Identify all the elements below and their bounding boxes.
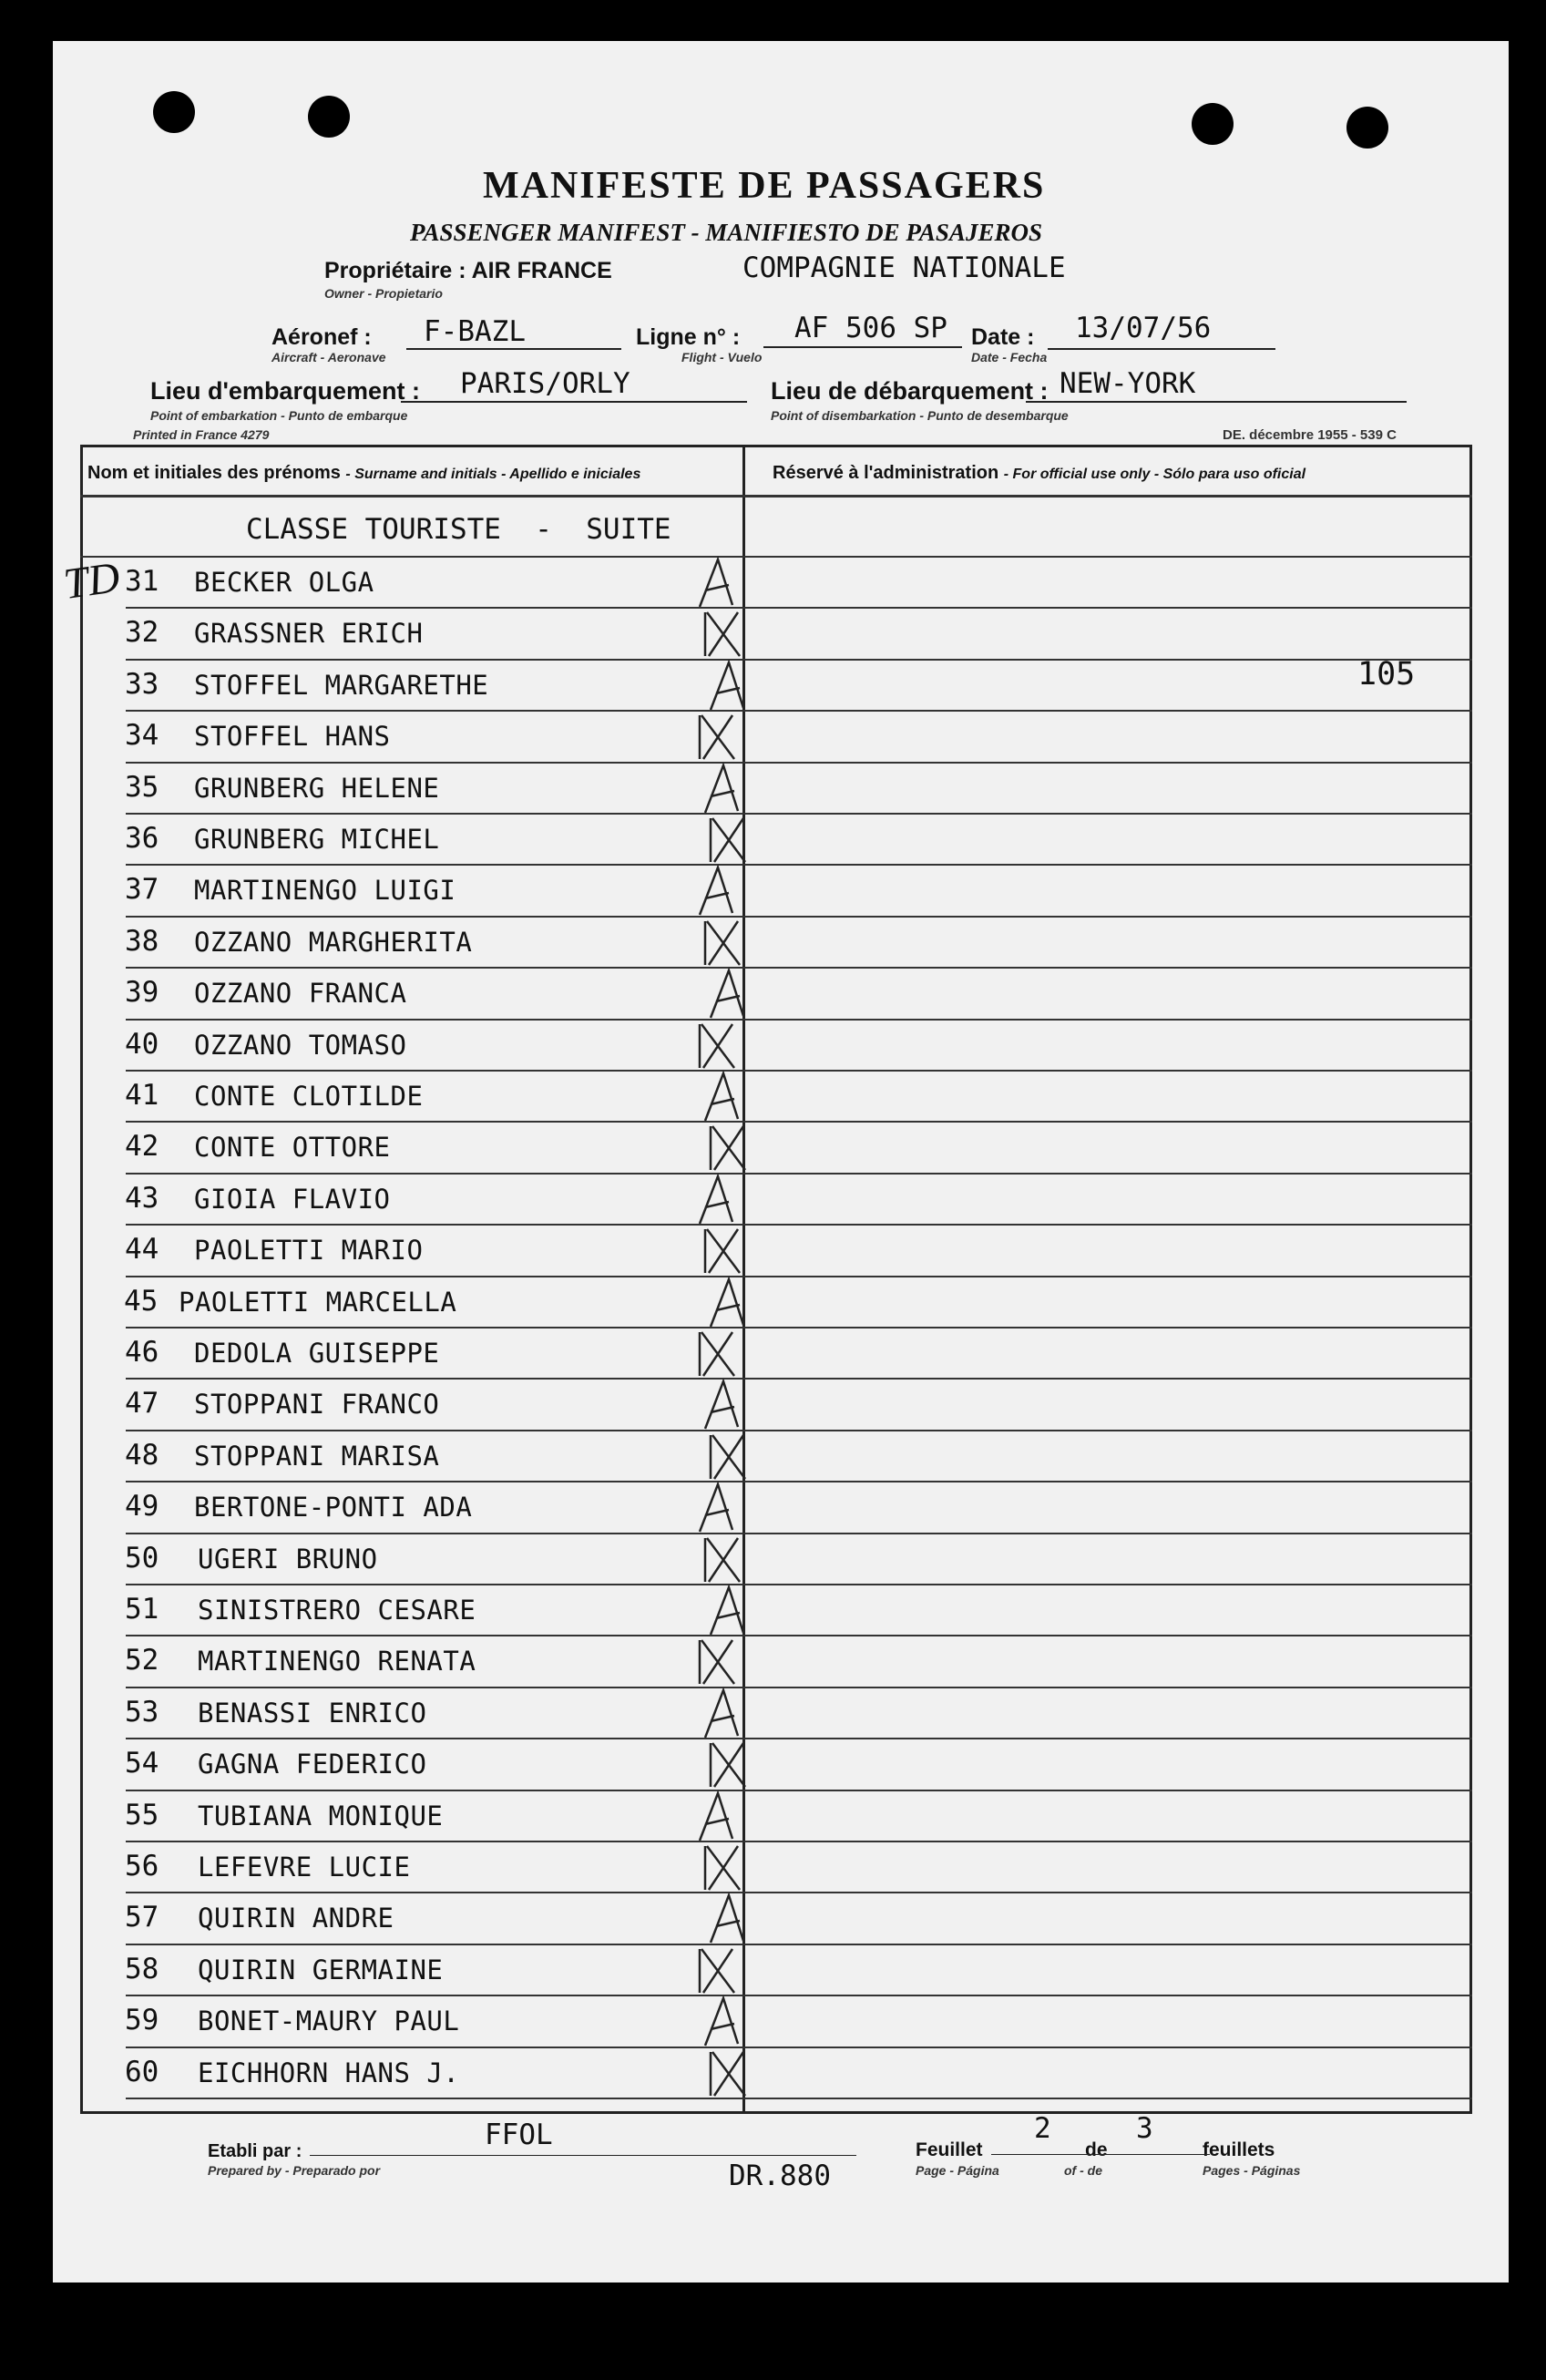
dr-number: DR.880 <box>729 2159 831 2192</box>
date-label: Date : <box>971 324 1035 350</box>
col2-header <box>773 463 1305 484</box>
passenger-name: CONTE CLOTILDE <box>194 1081 424 1112</box>
passenger-number: 44 <box>125 1233 159 1267</box>
passenger-number: 37 <box>125 873 159 907</box>
passenger-number: 51 <box>125 1593 159 1626</box>
row-rule <box>126 1173 1472 1175</box>
row-rule <box>126 1070 1472 1072</box>
row-rule <box>126 1481 1472 1482</box>
row-rule <box>126 1841 1472 1842</box>
passenger-number: 55 <box>125 1798 159 1831</box>
passenger-name: MARTINENGO LUIGI <box>194 875 456 907</box>
passenger-number: 54 <box>125 1747 159 1780</box>
embark-sub-label: Point of embarkation - Punto de embarque <box>150 408 408 423</box>
passenger-number: 52 <box>125 1644 159 1677</box>
checkmark-icon <box>692 708 747 766</box>
owner-value: COMPAGNIE NATIONALE <box>742 251 1066 284</box>
checkmark-icon <box>698 1068 753 1126</box>
passenger-name: EICHHORN HANS J. <box>198 2057 460 2088</box>
col2-header-label: Réservé à l'administration <box>773 463 999 483</box>
checkmark-icon <box>703 1890 758 1948</box>
sheets-label: feuillets <box>1203 2139 1275 2160</box>
punch-hole <box>1346 107 1388 149</box>
passenger-name: QUIRIN GERMAINE <box>198 1954 444 1985</box>
row-rule <box>126 916 1472 918</box>
passenger-number: 56 <box>125 1850 159 1882</box>
checkmark-icon <box>692 1171 747 1229</box>
row-rule <box>126 967 1472 969</box>
passenger-number: 36 <box>125 822 159 855</box>
row-rule <box>126 762 1472 764</box>
passenger-name: SINISTRERO CESARE <box>198 1595 476 1626</box>
sheet-value: 2 <box>1034 2112 1051 2145</box>
row-rule <box>126 1533 1472 1534</box>
sheets-sub-label: Pages - Páginas <box>1203 2163 1301 2178</box>
section-heading: CLASSE TOURISTE - SUITE <box>246 513 671 546</box>
disembark-line <box>1026 401 1407 403</box>
passenger-name: GIOIA FLAVIO <box>194 1183 391 1215</box>
prepared-sub-label: Prepared by - Preparado por <box>208 2163 381 2178</box>
of-value: 3 <box>1136 2112 1153 2145</box>
disembark-label: Lieu de débarquement : <box>771 377 1049 405</box>
embark-line <box>401 401 747 403</box>
row-rule <box>126 1019 1472 1021</box>
passenger-number: 40 <box>125 1027 159 1061</box>
passenger-name: GRUNBERG HELENE <box>194 772 440 804</box>
embark-value: PARIS/ORLY <box>460 367 630 400</box>
passenger-name: BONET-MAURY PAUL <box>198 2006 460 2037</box>
row-rule <box>126 1687 1472 1688</box>
checkmark-icon <box>698 760 753 818</box>
document-title: MANIFESTE DE PASSAGERS <box>483 165 1046 207</box>
header-rule <box>80 495 1472 498</box>
checkmark-icon <box>692 1633 747 1691</box>
row-rule <box>126 2047 1472 2048</box>
passenger-name: GRASSNER ERICH <box>194 618 424 650</box>
passenger-name: OZZANO TOMASO <box>194 1029 407 1061</box>
checkmark-icon <box>698 1376 753 1434</box>
checkmark-icon <box>703 2045 758 2103</box>
aircraft-line <box>406 348 621 350</box>
prepared-value: FFOL <box>485 2118 553 2151</box>
prepared-line <box>310 2155 856 2156</box>
punch-hole <box>153 91 195 133</box>
passenger-name: PAOLETTI MARCELLA <box>179 1286 457 1318</box>
passenger-name: OZZANO MARGHERITA <box>194 926 473 958</box>
checkmark-icon <box>692 554 747 612</box>
passenger-name: UGERI BRUNO <box>198 1543 378 1575</box>
passenger-number: 50 <box>125 1541 159 1575</box>
owner-label: Propriétaire : AIR FRANCE <box>324 258 612 283</box>
checkmark-icon <box>703 657 758 715</box>
col2-header-sub: - For official use only - Sólo para uso oficial <box>1003 467 1306 482</box>
punch-hole <box>308 96 350 138</box>
row-rule <box>126 1892 1472 1893</box>
checkmark-icon <box>703 965 758 1023</box>
passenger-number: 41 <box>125 1079 159 1112</box>
document-subtitle: PASSENGER MANIFEST - MANIFIESTO DE PASAJEROS <box>410 219 1042 246</box>
row-rule <box>126 1738 1472 1739</box>
passenger-number: 60 <box>125 2055 159 2088</box>
margin-note: TD <box>60 552 123 610</box>
owner-sub-label: Owner - Propietario <box>324 286 443 301</box>
passenger-number: 45 <box>124 1284 159 1318</box>
form-reference: DE. décembre 1955 - 539 C <box>1223 427 1397 443</box>
passenger-number: 46 <box>125 1336 159 1369</box>
row-rule <box>126 659 1472 661</box>
checkmark-icon <box>698 1685 753 1743</box>
passenger-name: GRUNBERG MICHEL <box>194 824 440 855</box>
passenger-number: 32 <box>125 616 159 650</box>
passenger-name: DEDOLA GUISEPPE <box>194 1338 440 1369</box>
row-rule <box>126 1121 1472 1123</box>
passenger-number: 59 <box>125 2004 159 2037</box>
passenger-name: MARTINENGO RENATA <box>198 1646 476 1677</box>
passenger-name: OZZANO FRANCA <box>194 978 407 1010</box>
printed-note: Printed in France 4279 <box>133 427 270 442</box>
flight-sub-label: Flight - Vuelo <box>681 350 763 364</box>
passenger-name: STOFFEL HANS <box>194 721 391 753</box>
checkmark-icon <box>698 914 753 972</box>
passenger-number: 39 <box>125 976 159 1010</box>
passenger-number: 33 <box>125 667 159 701</box>
passenger-name: CONTE OTTORE <box>194 1132 391 1164</box>
checkmark-icon <box>692 1479 747 1537</box>
passenger-number: 47 <box>125 1387 159 1421</box>
punch-hole <box>1192 103 1234 145</box>
checkmark-icon <box>698 605 753 663</box>
checkmark-icon <box>703 1274 758 1332</box>
checkmark-icon <box>692 1325 747 1383</box>
checkmark-icon <box>703 1736 758 1794</box>
checkmark-icon <box>698 1839 753 1897</box>
col1-header-label: Nom et initiales des prénoms <box>87 463 341 483</box>
sheet-label: Feuillet <box>916 2139 983 2160</box>
disembark-value: NEW-YORK <box>1060 367 1196 400</box>
disembark-sub-label: Point of disembarkation - Punto de desembarque <box>771 408 1069 423</box>
checkmark-icon <box>698 1993 753 2051</box>
checkmark-icon <box>703 1582 758 1640</box>
passenger-number: 48 <box>125 1438 159 1472</box>
row-rule <box>126 1584 1472 1585</box>
passenger-number: 34 <box>125 719 159 753</box>
passenger-name: BENASSI ENRICO <box>198 1697 427 1729</box>
checkmark-icon <box>698 1222 753 1280</box>
passenger-number: 53 <box>125 1695 159 1729</box>
row-rule <box>126 1635 1472 1636</box>
aircraft-value: F-BAZL <box>424 315 526 348</box>
row-rule <box>126 813 1472 815</box>
row-rule <box>126 1327 1472 1328</box>
passenger-number: 31 <box>125 565 159 598</box>
sheet-sub-label: Page - Página <box>916 2163 999 2178</box>
passenger-name: LEFEVRE LUCIE <box>198 1852 411 1882</box>
aircraft-sub-label: Aircraft - Aeronave <box>271 350 386 364</box>
passenger-name: STOPPANI MARISA <box>194 1440 440 1472</box>
row-rule <box>126 1276 1472 1277</box>
flight-line <box>763 346 962 348</box>
checkmark-icon <box>703 1119 758 1177</box>
row-rule <box>126 1224 1472 1226</box>
flight-label: Ligne n° : <box>636 324 741 350</box>
row-rule <box>126 1790 1472 1791</box>
flight-value: AF 506 SP <box>794 312 947 344</box>
prepared-label: Etabli par : <box>208 2141 302 2161</box>
row-rule <box>126 2098 1472 2099</box>
checkmark-icon <box>703 811 758 869</box>
row-rule <box>126 1944 1472 1945</box>
checkmark-icon <box>692 1788 747 1846</box>
row-rule <box>126 864 1472 866</box>
passenger-number: 43 <box>125 1181 159 1215</box>
passenger-number: 38 <box>125 924 159 958</box>
passenger-name: STOFFEL MARGARETHE <box>194 669 489 701</box>
passenger-number: 49 <box>125 1490 159 1523</box>
row-rule <box>80 556 1472 558</box>
checkmark-icon <box>703 1428 758 1486</box>
passenger-name: GAGNA FEDERICO <box>198 1749 427 1780</box>
date-sub-label: Date - Fecha <box>971 350 1048 364</box>
row-rule <box>126 607 1472 609</box>
row-rule <box>126 710 1472 712</box>
passenger-number: 42 <box>125 1130 159 1164</box>
row-rule <box>126 1430 1472 1431</box>
admin-note: 105 <box>1357 656 1416 692</box>
checkmark-icon <box>692 862 747 920</box>
passenger-name: BERTONE-PONTI ADA <box>194 1492 473 1523</box>
sheet-line <box>991 2154 1210 2155</box>
col1-header-sub: - Surname and initials - Apellido e iniciales <box>345 467 641 482</box>
date-value: 13/07/56 <box>1075 312 1212 344</box>
passenger-number: 35 <box>125 770 159 804</box>
passenger-name: QUIRIN ANDRE <box>198 1903 394 1934</box>
row-rule <box>126 1378 1472 1380</box>
col1-header <box>87 463 640 484</box>
embark-label: Lieu d'embarquement : <box>150 377 420 405</box>
passenger-number: 57 <box>125 1901 159 1934</box>
checkmark-icon <box>698 1531 753 1589</box>
aircraft-label: Aéronef : <box>271 324 372 350</box>
checkmark-icon <box>692 1017 747 1075</box>
passenger-name: PAOLETTI MARIO <box>194 1235 424 1267</box>
row-rule <box>126 1995 1472 1996</box>
passenger-name: TUBIANA MONIQUE <box>198 1800 444 1831</box>
checkmark-icon <box>692 1942 747 2000</box>
of-sub-label: of - de <box>1064 2163 1102 2178</box>
of-label: de <box>1085 2139 1108 2160</box>
passenger-name: BECKER OLGA <box>194 567 374 598</box>
date-line <box>1048 348 1275 350</box>
passenger-name: STOPPANI FRANCO <box>194 1389 440 1421</box>
passenger-number: 58 <box>125 1952 159 1985</box>
